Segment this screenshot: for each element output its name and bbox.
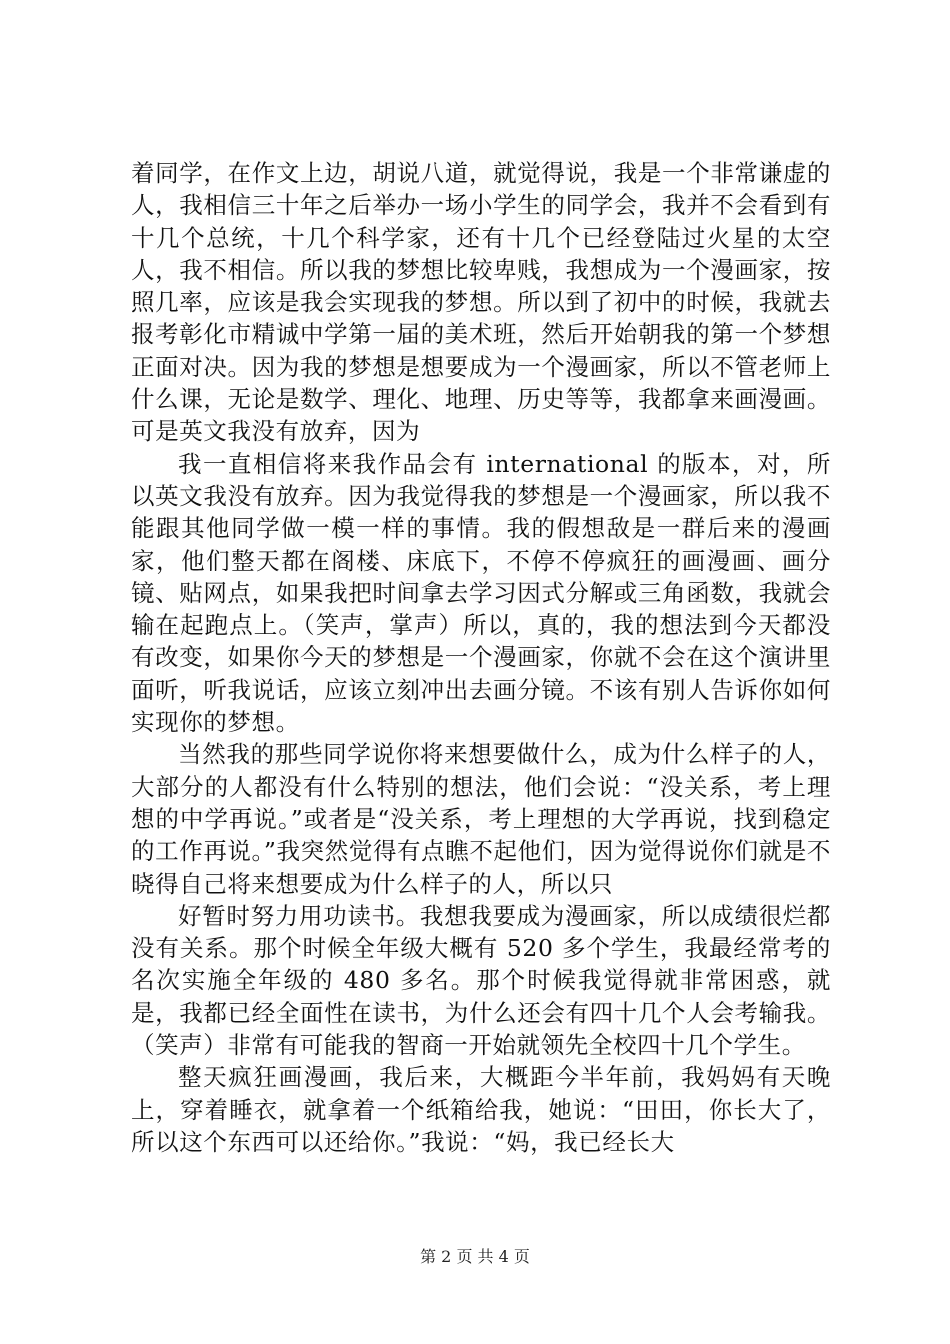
- paragraph: 好暂时努力用功读书。我想我要成为漫画家，所以成绩很烂都没有关系。那个时候全年级大概有 520 多个学生，我最经常考的名次实施全年级的 480 多名。那个时候我觉得就非常困惑，就是，我都已经全面性在读书，为什么还会有四十几个人会考输我。（笑声）非常有可能我的智商一开始就领先全校四十几个学生。: [131, 901, 831, 1060]
- body-text: [131, 157, 831, 1158]
- paragraph: 着同学，在作文上边，胡说八道，就觉得说，我是一个非常谦虚的人，我相信三十年之后举办一场小学生的同学会，我并不会看到有十几个总统，十几个科学家，还有十几个已经登陆过火星的太空人，我不相信。所以我的梦想比较卑贱，我想成为一个漫画家，按照几率，应该是我会实现我的梦想。所以到了初中的时候，我就去报考彰化市精诚中学第一届的美术班，然后开始朝我的第一个梦想正面对决。因为我的梦想是想要成为一个漫画家，所以不管老师上什么课，无论是数学、理化、地理、历史等等，我都拿来画漫画。可是英文我没有放弃，因为: [131, 159, 831, 446]
- page-footer: 第 2 页 共 4 页: [420, 1247, 530, 1266]
- paragraph: 整天疯狂画漫画，我后来，大概距今半年前，我妈妈有天晚上，穿着睡衣，就拿着一个纸箱给我，她说：“田田，你长大了，所以这个东西可以还给你。”我说：“妈，我已经长大: [131, 1063, 831, 1156]
- paragraph: 我一直相信将来我作品会有 international 的版本，对，所以英文我没有放弃。因为我觉得我的梦想是一个漫画家，所以我不能跟其他同学做一模一样的事情。我的假想敌是一群后来的漫画家，他们整天都在阁楼、床底下，不停不停疯狂的画漫画、画分镜、贴网点，如果我把时间拿去学习因式分解或三角函数，我就会输在起跑点上。（笑声，掌声）所以，真的，我的想法到今天都没有改变，如果你今天的梦想是一个漫画家，你就不会在这个演讲里面听，听我说话，应该立刻冲出去画分镜。不该有别人告诉你如何实现你的梦想。: [131, 449, 831, 737]
- paragraph: 当然我的那些同学说你将来想要做什么，成为什么样子的人，大部分的人都没有什么特别的想法，他们会说：“没关系，考上理想的中学再说。”或者是“没关系，考上理想的大学再说，找到稳定的工作再说。”我突然觉得有点瞧不起他们，因为觉得说你们就是不晓得自己将来想要成为什么样子的人，所以只: [131, 740, 831, 898]
